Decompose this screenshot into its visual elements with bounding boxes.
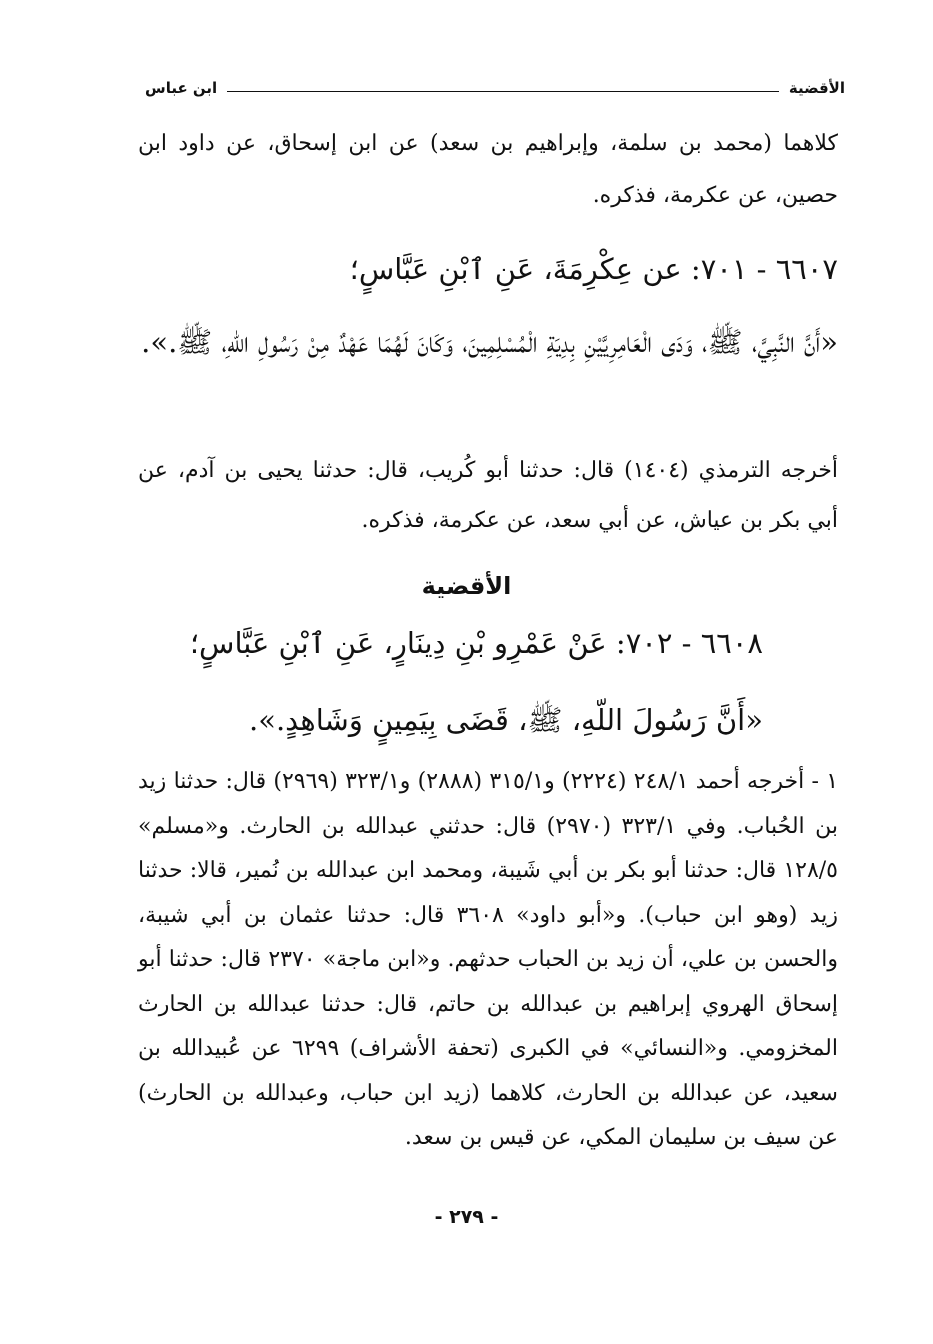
section-title: الأقضية (421, 572, 512, 600)
running-head-narrator: ابن عباس (145, 79, 218, 97)
takhrij-702: ١ - أخرجه أحمد ٢٤٨/١ (٢٢٢٤) و٣١٥/١ (٢٨٨٨) و٣٢٣/١ (٢٩٦٩) قال: حدثنا زيد بن الحُباب. وفي ٣٢٣/١ (٢٩٧٠) قال: حدثني عبدالله بن الحارث. و«مسلم» ١٢٨/٥ قال: حدثنا أبو بكر بن أبي شَيبة، ومحمد ابن عبدالله بن نُمير، قالا: حدثنا زيد (وهو ابن حباب). و«أبو داود» ٣٦٠٨ قال: حدثنا عثمان بن أبي شيبة، والحسن بن علي، أن زيد بن الحباب حدثهم. و«ابن ماجة» ٢٣٧٠ قال: حدثنا أبو إسحاق الهروي إبراهيم بن عبدالله بن حاتم، قال: حدثنا عبدالله بن الحارث المخزومي. و«النسائي» في الكبرى (تحفة الأشراف) ٦٢٩٩ عن عُبيدالله بن سعيد، عن عبدالله بن الحارث، كلاهما (زيد ابن حباب، وعبدالله بن الحارث) عن سيف بن سليمان المكي، عن قيس بن سعد. (138, 769, 839, 1150)
hadith-701-text: «أَنَّ النَّبِيَّ، ﷺ، وَدَى الْعَامِرِيَّيْنِ بِدِيَةِ الْمُسْلِمِينَ، وَكَانَ لَهُمَا عَهْدٌ مِنْ رَسُولِ اللّهِ، ﷺ.». (141, 325, 838, 359)
running-head-rule (227, 91, 779, 92)
hadith-702-heading: ٦٦٠٨ - ٧٠٢: عَنْ عَمْرِو بْنِ دِينَارٍ، عَنِ ٱبْنِ عَبَّاسٍ؛ (189, 626, 763, 660)
hadith-702-text: «أَنَّ رَسُولَ اللّهِ، ﷺ، قَضَى بِيَمِينٍ وَشَاهِدٍ.». (249, 703, 763, 737)
hadith-701-heading: ٦٦٠٧ - ٧٠١: عن عِكْرِمَةَ، عَنِ ٱبْنِ عَبَّاسٍ؛ (349, 252, 838, 286)
intro-paragraph: كلاهما (محمد بن سلمة، وإبراهيم بن سعد) عن ابن إسحاق، عن داود ابن حصين، عن عكرمة، فذكره. (138, 131, 838, 208)
page-number: - ٢٧٩ - (434, 1206, 499, 1228)
running-head (145, 76, 845, 100)
takhrij-701: أخرجه الترمذي (١٤٠٤) قال: حدثنا أبو كُريب، قال: حدثنا يحيى بن آدم، عن أبي بكر بن عياش، عن أبي سعد، عن عكرمة، فذكره. (138, 458, 839, 533)
running-head-chapter: الأقضية (788, 79, 845, 97)
